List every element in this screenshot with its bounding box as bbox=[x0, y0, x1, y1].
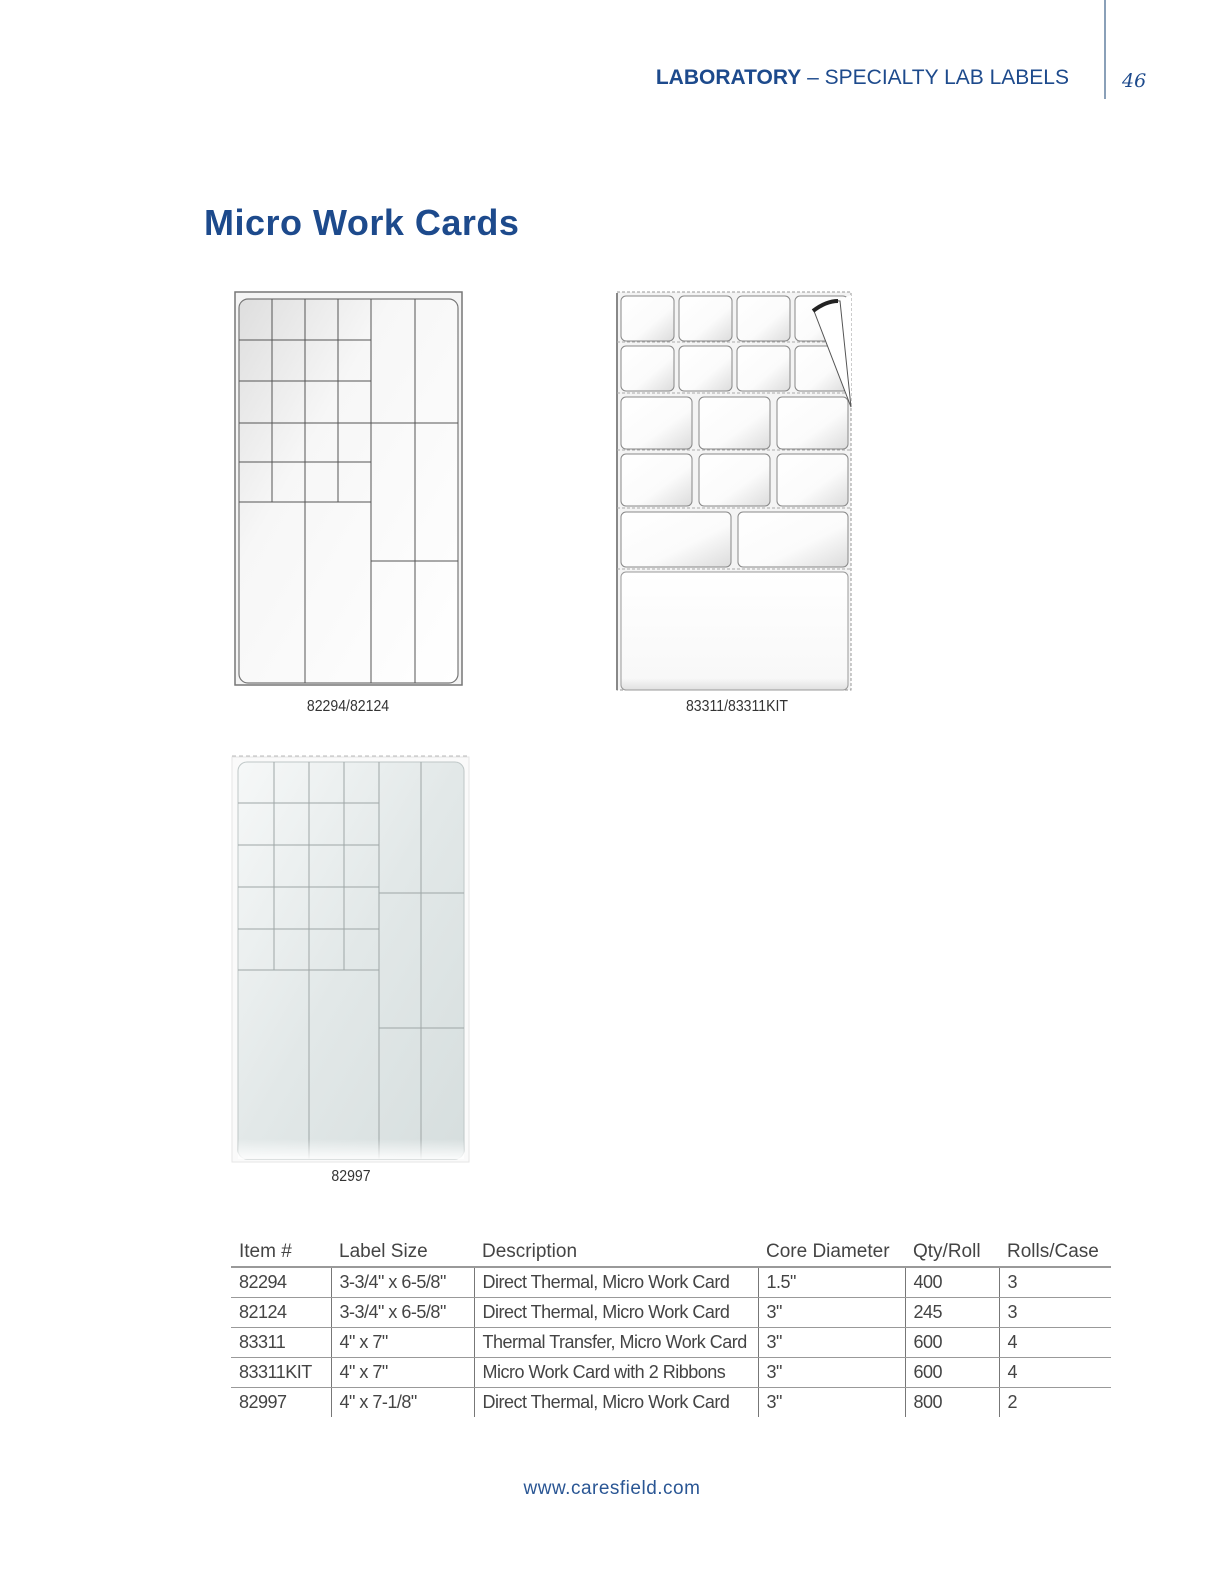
cell-item: 83311KIT bbox=[231, 1358, 331, 1388]
cell-description: Thermal Transfer, Micro Work Card bbox=[474, 1328, 758, 1358]
cell-qty-roll: 400 bbox=[905, 1267, 999, 1298]
cell-description: Direct Thermal, Micro Work Card bbox=[474, 1267, 758, 1298]
cell-qty-roll: 800 bbox=[905, 1388, 999, 1418]
cell-core-diameter: 3" bbox=[758, 1328, 905, 1358]
column-header-item: Item # bbox=[231, 1239, 331, 1267]
table-row bbox=[231, 1267, 1111, 1298]
column-header-description: Description bbox=[474, 1239, 758, 1267]
table-row bbox=[231, 1298, 1111, 1328]
table-row bbox=[231, 1388, 1111, 1418]
page-title: Micro Work Cards bbox=[204, 202, 520, 243]
cell-label-size: 4" x 7" bbox=[331, 1358, 474, 1388]
cell-label-size: 3-3/4" x 6-5/8" bbox=[331, 1267, 474, 1298]
table-row bbox=[231, 1358, 1111, 1388]
column-header-label-size: Label Size bbox=[331, 1239, 474, 1267]
cell-item: 82294 bbox=[231, 1267, 331, 1298]
section-category: LABORATORY bbox=[655, 66, 802, 89]
cell-qty-roll: 600 bbox=[905, 1358, 999, 1388]
cell-description: Direct Thermal, Micro Work Card bbox=[474, 1298, 758, 1328]
cell-rolls-case: 3 bbox=[999, 1298, 1111, 1328]
label-image-82997 bbox=[231, 754, 471, 1164]
cell-item: 83311 bbox=[231, 1328, 331, 1358]
cell-core-diameter: 3" bbox=[758, 1298, 905, 1328]
cell-rolls-case: 4 bbox=[999, 1328, 1111, 1358]
column-header-qty-roll: Qty/Roll bbox=[905, 1239, 999, 1267]
table-header-row bbox=[231, 1239, 1111, 1267]
cell-label-size: 3-3/4" x 6-5/8" bbox=[331, 1298, 474, 1328]
cell-core-diameter: 3" bbox=[758, 1358, 905, 1388]
cell-item: 82997 bbox=[239, 1392, 287, 1412]
page-number: 46 bbox=[1122, 70, 1147, 92]
cell-item: 82124 bbox=[231, 1298, 331, 1328]
figure-caption: 83311/83311KIT bbox=[685, 698, 789, 715]
cell-rolls-case: 4 bbox=[999, 1358, 1111, 1388]
cell-label-size: 4" x 7" bbox=[331, 1328, 474, 1358]
column-header-rolls-case: Rolls/Case bbox=[999, 1239, 1111, 1267]
website-link[interactable]: www.caresfield.com bbox=[523, 1478, 701, 1499]
cell-description: Micro Work Card with 2 Ribbons bbox=[474, 1358, 758, 1388]
column-header-core-diameter: Core Diameter bbox=[758, 1239, 905, 1267]
figure-caption: 82294/82124 bbox=[306, 698, 390, 715]
cell-qty-roll: 600 bbox=[905, 1328, 999, 1358]
cell-qty-roll: 245 bbox=[905, 1298, 999, 1328]
table-row bbox=[231, 1328, 1111, 1358]
section-subcategory: – SPECIALTY LAB LABELS bbox=[801, 66, 1069, 89]
cell-core-diameter: 3" bbox=[758, 1388, 905, 1418]
cell-label-size: 4" x 7-1/8" bbox=[331, 1388, 474, 1418]
cell-rolls-case: 3 bbox=[999, 1267, 1111, 1298]
section-header bbox=[656, 66, 1069, 90]
cell-rolls-case: 2 bbox=[999, 1388, 1111, 1418]
cell-description: Direct Thermal, Micro Work Card bbox=[474, 1388, 758, 1418]
header-divider bbox=[1104, 0, 1106, 99]
cell-core-diameter: 1.5" bbox=[758, 1267, 905, 1298]
label-image-82294 bbox=[234, 291, 464, 687]
label-image-83311 bbox=[614, 289, 854, 693]
figure-caption: 82997 bbox=[331, 1168, 371, 1185]
product-spec-table bbox=[231, 1239, 1111, 1417]
